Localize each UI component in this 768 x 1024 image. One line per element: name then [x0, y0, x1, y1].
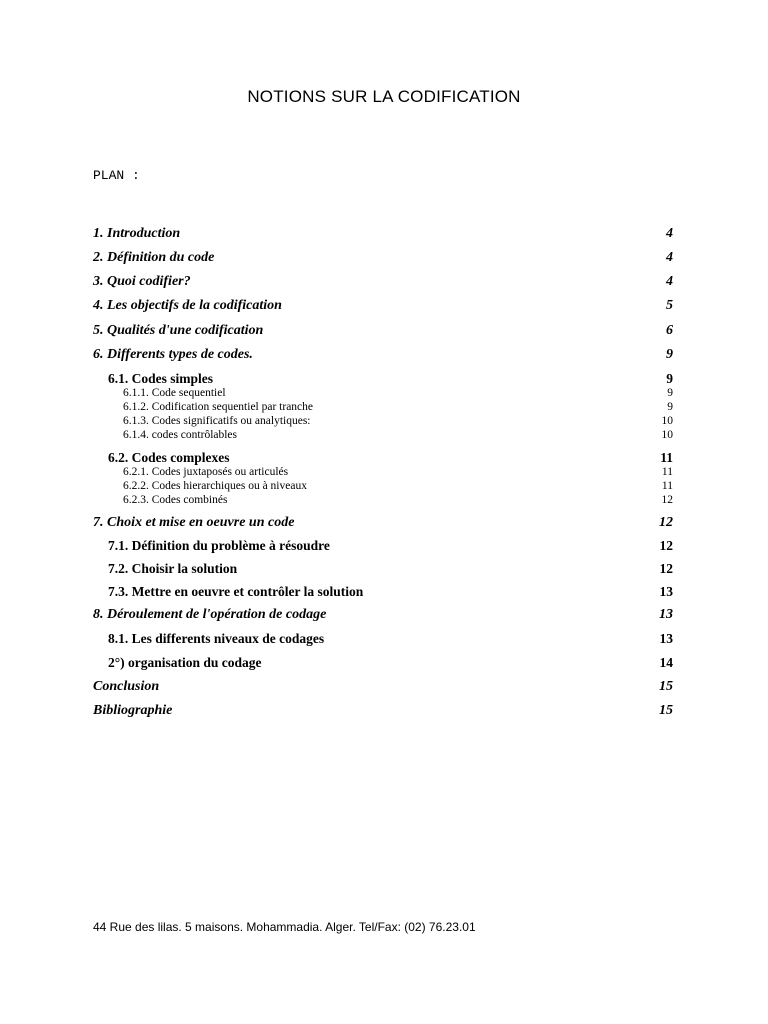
toc-entry-page: 9 [667, 401, 673, 413]
toc-entry-page: 12 [661, 494, 673, 506]
toc-entry-page: 14 [659, 655, 673, 670]
toc-entry [123, 494, 673, 506]
toc-entry-page: 4 [666, 226, 673, 241]
toc-entry-page: 10 [661, 429, 673, 441]
toc-entry-page: 15 [659, 703, 673, 718]
toc-entry-title: 2°) organisation du codage [108, 655, 262, 670]
toc-entry-title: Conclusion [93, 679, 160, 694]
toc-entry-title: 7.3. Mettre en oeuvre et contrôler la solution [108, 584, 364, 599]
toc-entry [123, 480, 673, 492]
toc-entry-title: 8.1. Les differents niveaux de codages [108, 631, 325, 646]
toc-entry [123, 415, 673, 427]
toc-entry [108, 655, 673, 671]
toc-entry-title: 2. Définition du code [93, 250, 215, 265]
toc-entry [108, 584, 673, 600]
toc-entry [93, 250, 673, 266]
toc-entry [93, 515, 673, 531]
toc-entry-title: 8. Déroulement de l'opération de codage [93, 607, 327, 622]
toc-entry-title: 3. Quoi codifier? [93, 274, 191, 289]
toc-entry-title: 6.2.1. Codes juxtaposés ou articulés [123, 466, 289, 478]
toc-entry [108, 450, 673, 466]
footer-address: 44 Rue des lilas. 5 maisons. Mohammadia. Alger. Tel/Fax: (02) 76.23.01 [93, 920, 476, 934]
toc-entry-title: 1. Introduction [93, 226, 181, 241]
toc-entry [93, 607, 673, 623]
toc-entry [108, 561, 673, 577]
toc-entry-page: 5 [666, 298, 673, 313]
toc-entry-title: 6.1.1. Code sequentiel [123, 387, 226, 399]
toc-entry-page: 9 [666, 371, 673, 386]
toc-entry-title: 7.2. Choisir la solution [108, 561, 238, 576]
toc-entry [93, 274, 673, 290]
toc-entry [93, 347, 673, 363]
toc-entry-title: 6.1. Codes simples [108, 371, 214, 386]
toc-entry-title: 6.1.3. Codes significatifs ou analytiques: [123, 415, 311, 427]
toc-entry-title: 7. Choix et mise en oeuvre un code [93, 515, 295, 530]
toc-entry-page: 9 [666, 347, 673, 362]
toc-entry [123, 429, 673, 441]
toc-entry-title: 6.1.2. Codification sequentiel par tranche [123, 401, 314, 413]
toc-entry-page: 11 [661, 466, 673, 478]
plan-label: PLAN : [93, 168, 140, 183]
toc-entry [123, 387, 673, 399]
toc-entry [93, 323, 673, 339]
toc-entry [108, 371, 673, 387]
document-title: NOTIONS SUR LA CODIFICATION [247, 87, 521, 106]
toc-entry [108, 631, 673, 647]
toc-entry-title: 7.1. Définition du problème à résoudre [108, 538, 330, 553]
toc-entry-page: 11 [661, 480, 673, 492]
toc-entry-title: 4. Les objectifs de la codification [93, 298, 282, 313]
toc-entry-page: 10 [661, 415, 673, 427]
toc-entry-page: 13 [659, 607, 673, 622]
toc-entry [93, 226, 673, 242]
toc-entry-page: 4 [666, 250, 673, 265]
toc-entry-title: 6.2. Codes complexes [108, 450, 230, 465]
toc-entry [123, 466, 673, 478]
toc-entry-page: 13 [659, 584, 673, 599]
toc-entry-page: 12 [659, 538, 673, 553]
toc-entry-page: 6 [666, 323, 673, 338]
toc-entry-title: 6.2.3. Codes combinés [123, 494, 228, 506]
toc-entry [93, 703, 673, 719]
toc-entry [108, 538, 673, 554]
toc-entry [93, 298, 673, 314]
toc-entry-title: 6.1.4. codes contrôlables [123, 429, 238, 441]
toc-entry-page: 9 [667, 387, 673, 399]
toc-entry-page: 4 [666, 274, 673, 289]
toc-entry-title: 6.2.2. Codes hierarchiques ou à niveaux [123, 480, 307, 492]
toc-entry-page: 12 [659, 515, 673, 530]
toc-entry [93, 679, 673, 695]
toc-entry-title: Bibliographie [93, 703, 173, 718]
toc-entry-title: 6. Differents types de codes. [93, 347, 253, 362]
toc-entry-page: 12 [659, 561, 673, 576]
toc-entry-page: 11 [660, 450, 673, 465]
toc-entry-title: 5. Qualités d'une codification [93, 323, 264, 338]
toc-entry [123, 401, 673, 413]
toc-entry-page: 13 [659, 631, 673, 646]
toc-entry-page: 15 [659, 679, 673, 694]
